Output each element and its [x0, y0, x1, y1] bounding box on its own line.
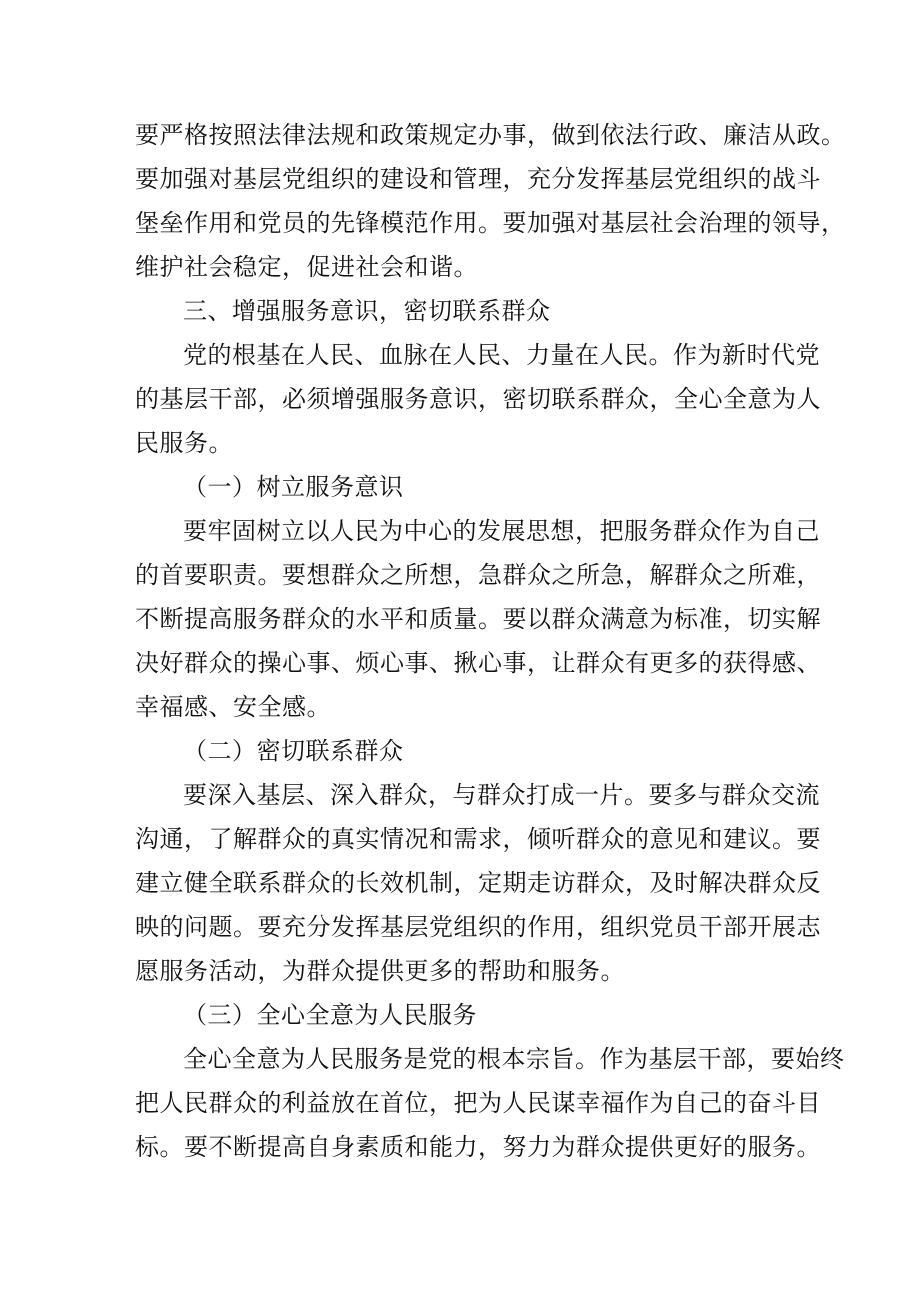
subsection-2-line-3: 建立健全联系群众的长效机制，定期走访群众，及时解决群众反: [135, 869, 821, 897]
section-intro-line-2: 的基层干部，必须增强服务意识，密切联系群众，全心全意为人: [135, 385, 821, 413]
subsection-1-line-4: 决好群众的操心事、烦心事、揪心事，让群众有更多的获得感、: [135, 649, 821, 677]
subsection-1-heading: （一）树立服务意识: [183, 473, 404, 501]
subsection-1-line-3: 不断提高服务群众的水平和质量。要以群众满意为标准，切实解: [135, 605, 821, 633]
subsection-3-heading: （三）全心全意为人民服务: [183, 1001, 477, 1029]
subsection-1-line-1: 要牢固树立以人民为中心的发展思想，把服务群众作为自己: [183, 517, 820, 545]
subsection-1-line-5: 幸福感、安全感。: [135, 693, 331, 721]
subsection-3-line-1: 全心全意为人民服务是党的根本宗旨。作为基层干部，要始终: [183, 1045, 845, 1073]
section-intro-line-1: 党的根基在人民、血脉在人民、力量在人民。作为新时代党: [183, 341, 820, 369]
para-continuation-line-1: 要严格按照法律法规和政策规定办事，做到依法行政、廉洁从政。: [135, 121, 846, 149]
subsection-2-line-5: 愿服务活动，为群众提供更多的帮助和服务。: [135, 957, 625, 985]
section-intro-line-3: 民服务。: [135, 429, 233, 457]
subsection-2-line-4: 映的问题。要充分发挥基层党组织的作用，组织党员干部开展志: [135, 913, 821, 941]
para-continuation-line-4: 维护社会稳定，促进社会和谐。: [135, 253, 478, 281]
para-continuation-line-2: 要加强对基层党组织的建设和管理，充分发挥基层党组织的战斗: [135, 165, 821, 193]
subsection-3-line-2: 把人民群众的利益放在首位，把为人民谋幸福作为自己的奋斗目: [135, 1089, 821, 1117]
subsection-2-line-2: 沟通，了解群众的真实情况和需求，倾听群众的意见和建议。要: [135, 825, 821, 853]
subsection-2-line-1: 要深入基层、深入群众，与群众打成一片。要多与群众交流: [183, 781, 820, 809]
para-continuation-line-3: 堡垒作用和党员的先锋模范作用。要加强对基层社会治理的领导，: [135, 209, 846, 237]
subsection-2-heading: （二）密切联系群众: [183, 737, 404, 765]
subsection-3-line-3: 标。要不断提高自身素质和能力，努力为群众提供更好的服务。: [135, 1133, 821, 1161]
section-heading: 三、增强服务意识，密切联系群众: [183, 297, 551, 325]
subsection-1-line-2: 的首要职责。要想群众之所想，急群众之所急，解群众之所难，: [135, 561, 821, 589]
